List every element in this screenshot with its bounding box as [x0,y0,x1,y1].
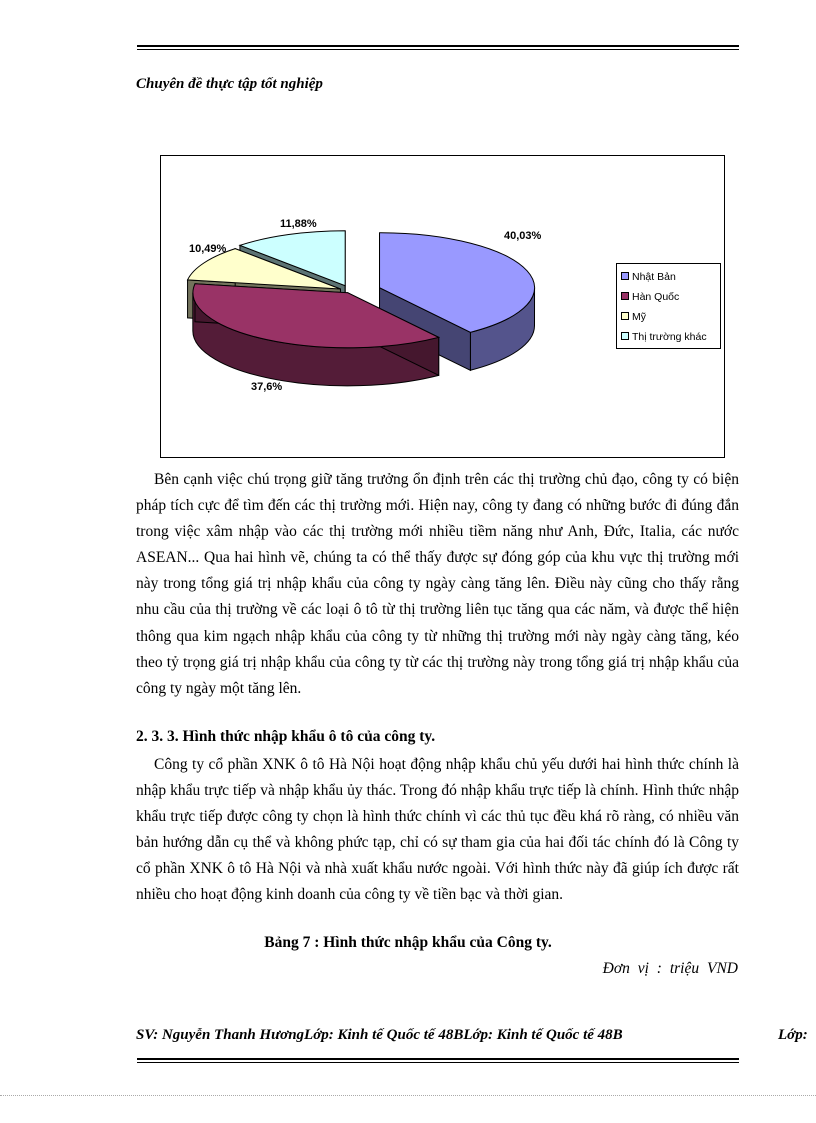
pie-chart [160,155,725,458]
legend-swatch [621,272,629,280]
data-label-my: 10,49% [189,243,227,255]
header-rule [137,45,739,47]
legend-swatch [621,292,629,300]
section-heading: 2. 3. 3. Hình thức nhập khẩu ô tô của công ty. [136,728,436,745]
legend-label: Thị trường khác [632,331,707,343]
body-paragraph: Công ty cổ phần XNK ô tô Hà Nội hoạt động nhập khẩu chủ yếu dưới hai hình thức chính là nhập khẩu trực tiếp và nhập khẩu ủy thác. Trong đó nhập khẩu trực tiếp là chính. Hình thức nhập khẩu trực tiếp được công ty chọn là hình thức chính vì các thủ tục đều khá rõ ràng, có nhiều văn bản hướng dẫn cụ thể và không phức tạp, chỉ có sự tham gia của hai đối tác chính đó là Công ty cổ phần XNK ô tô Hà Nội và nhà xuất khẩu nước ngoài. Với hình thức này đã giúp ích được rất nhiều cho hoạt động kinh doanh của công ty về tiền bạc và thời gian. [136,756,739,904]
body-paragraph: Bên cạnh việc chú trọng giữ tăng trưởng ổn định trên các thị trường chủ đạo, công ty có biện pháp tích cực để tìm đến các thị trường mới. Hiện nay, công ty đang có những bước đi đúng đắn trong việc xâm nhập vào các thị trường mới nhiều tiềm năng như Anh, Đức, Italia, các nước ASEAN... Qua hai hình vẽ, chúng ta có thể thấy được sự đóng góp của khu vực thị trường mới này trong tổng giá trị nhập khẩu của công ty ngày càng tăng lên. Điều này cũng cho thấy rằng nhu cầu của thị trường về các loại ô tô từ thị trường liên tục tăng qua các năm, và được thể hiện thông qua kim ngạch nhập khẩu của công ty từ những thị trường mới này ngày càng tăng, kéo theo tỷ trọng giá trị nhập khẩu của công ty từ các thị trường này trong tổng giá trị nhập khẩu của công ty ngày một tăng lên. [136,471,739,697]
footer-student-info: SV: Nguyễn Thanh HươngLớp: Kinh tế Quốc tế 48BLớp: Kinh tế Quốc tế 48B [136,1027,623,1043]
page-break-line [0,1095,816,1096]
legend-label: Nhật Bản [632,271,676,283]
unit-label: Đơn vị : triệu VND [602,960,738,977]
data-label-han-quoc: 37,6% [251,381,283,393]
table-title: Bảng 7 : Hình thức nhập khẩu của Công ty. [264,934,552,951]
body-paragraph-2-container [136,752,739,909]
footer-rule-thin [137,1062,739,1063]
legend-item-han-quoc [621,290,679,304]
legend-label: Hàn Quốc [632,291,680,303]
legend-swatch [621,332,629,340]
legend-label: Mỹ [632,311,646,323]
footer-rule [137,1058,739,1060]
legend-swatch [621,312,629,320]
legend-item-nhat-ban [621,270,676,284]
page-header-title: Chuyên đề thực tập tốt nghiệp [136,76,323,92]
footer-class-label: Lớp: [778,1027,808,1043]
legend-item-my [621,310,646,324]
chart-legend [616,263,721,349]
data-label-nhat-ban: 40,03% [504,230,542,242]
header-rule-thin [137,49,739,50]
legend-item-thi-truong-khac [621,330,707,344]
data-label-thi-truong-khac: 11,88% [280,218,317,230]
body-paragraph-1-container [136,467,739,702]
